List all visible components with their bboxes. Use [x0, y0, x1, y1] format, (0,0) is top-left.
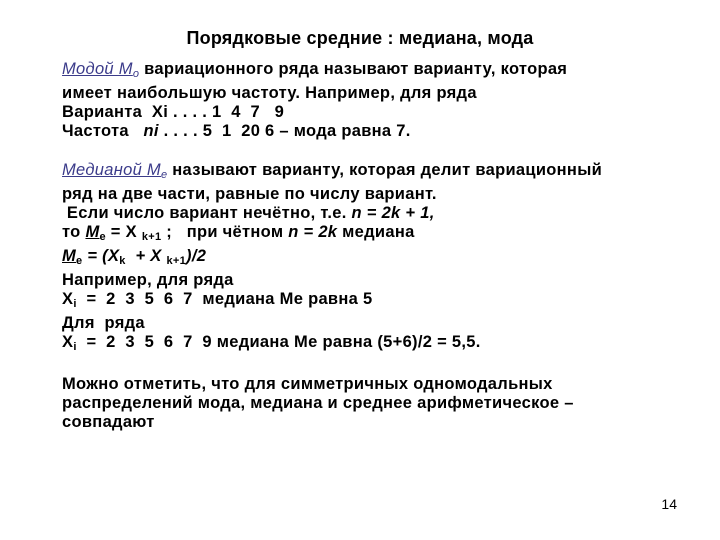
mode-definition-line-1: Модой $М_o$ вариационного ряда называют варианту, которая [62, 60, 568, 80]
page-number: 14 [661, 496, 677, 512]
variant-row: Варианта Хi . . . . 1 4 7 9 [62, 103, 285, 121]
example-2-intro: Для ряда [62, 314, 145, 332]
example-1: $Х_i = 2$ 3 5 6 7 медиана Ме равна 5 [62, 290, 373, 310]
median-definition-line-2: ряд на две части, равные по числу вариант. [62, 185, 437, 203]
odd-formula-line: то $М_e = Х$ $_{k+1}$ ; при чётном n = 2k медиана [62, 223, 415, 243]
example-intro: Например, для ряда [62, 271, 234, 289]
slide-body [62, 60, 702, 432]
median-term: Медианой $М_e$ [62, 161, 168, 181]
frequency-row: Частота ni . . . . 5 1 20 6 – мода равна 7. [62, 122, 411, 140]
note-line-3: совпадают [62, 413, 155, 431]
odd-case-line: Если число вариант нечётно, т.е. n = 2k + 1, [62, 204, 435, 222]
even-formula-line: $М_e = (Х_k + Х$ $_{k+1}$)/2 [62, 247, 207, 267]
mode-definition-line-2: имеет наибольшую частоту. Например, для ряда [62, 84, 477, 102]
slide-title: Порядковые средние : медиана, мода [186, 28, 534, 48]
example-2: $Х_i = 2$ 3 5 6 7 9 медиана Ме равна (5+6)/2 = 5,5. [62, 333, 481, 353]
note-line-1: Можно отметить, что для симметричных одномодальных [62, 375, 553, 393]
mode-term: Модой $М_o$ [62, 60, 140, 80]
median-definition-line-1: Медианой $М_e$ называют варианту, которая делит вариационный [62, 161, 603, 181]
note-line-2: распределений мода, медиана и среднее арифметическое – [62, 394, 574, 412]
